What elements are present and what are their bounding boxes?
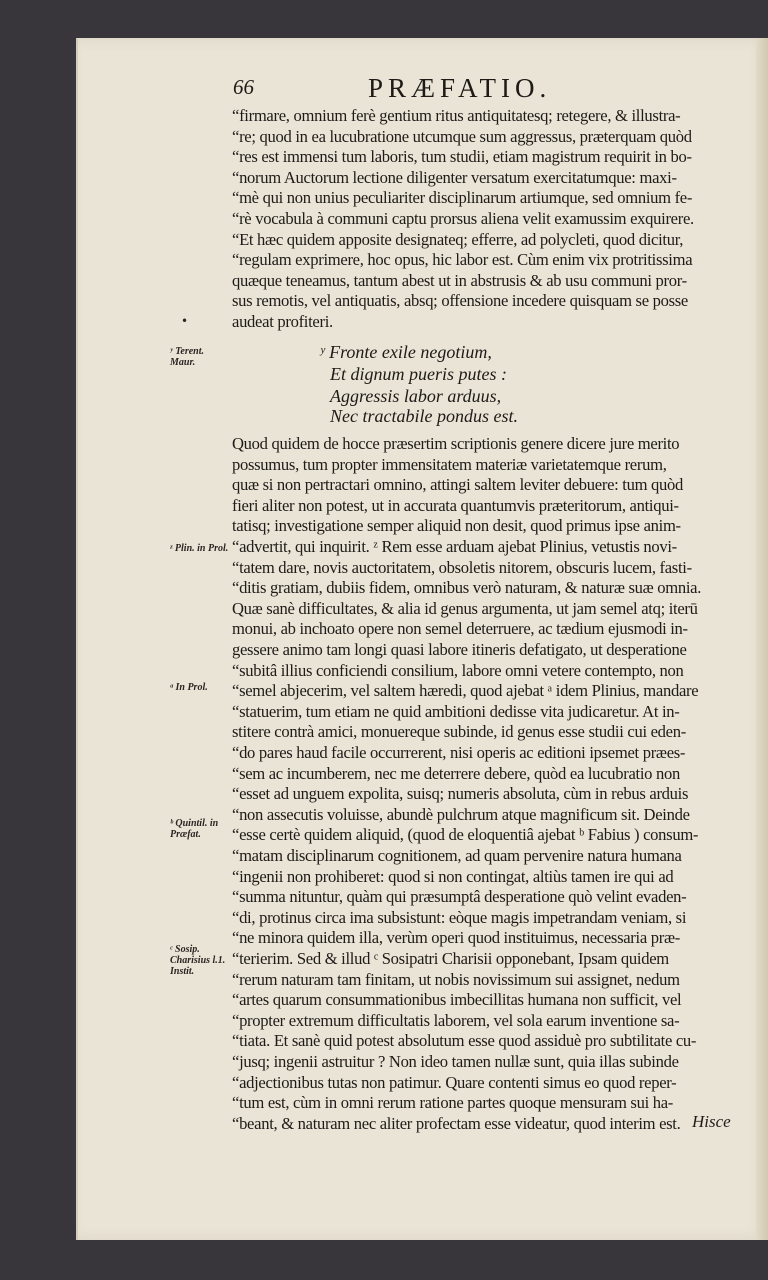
margin-note-plin: ᶻ Plin. in Prol. [170, 543, 229, 554]
text-line: “semel abjecerim, vel saltem hæredi, quod ajebat ᵃ idem Plinius, mandare [232, 681, 699, 701]
text-line: “adjectionibus tutas non patimur. Quare contenti simus eo quod reper- [232, 1072, 677, 1092]
text-line: “rerum naturam tam finitam, ut nobis novissimum sui assignet, nedum [232, 969, 680, 989]
text-line: “firmare, omnium ferè gentium ritus antiquitatesq; retegere, & illustra- [232, 106, 681, 125]
text-line: “tiata. Et sanè quid potest absolutum esse quod assiduè pro subtilitate cu- [232, 1031, 697, 1051]
text-line: “non assecutis voluisse, abundè pulchrum atque magnificum sit. Deinde [232, 804, 690, 824]
margin-note-quintil: ᵇ Quintil. in Præfat. [170, 818, 219, 840]
text-line: “advertit, qui inquirit. ᶻ Rem esse arduam ajebat Plinius, vetustis novi- [232, 537, 677, 556]
running-head: PRÆFATIO. [368, 73, 552, 103]
text-line: “terierim. Sed & illud ᶜ Sosipatri Charisii opponebant, Ipsam quidem [232, 949, 669, 968]
verse-line: Nec tractabile pondus est. [330, 406, 518, 426]
text-block-2 [232, 434, 734, 1134]
text-line: “artes quarum consummationibus imbecillitas humana non sufficit, vel [232, 990, 682, 1010]
text-line: possumus, tum propter immensitatem materiæ varietatemque rerum, [232, 454, 667, 474]
verse-line: ʸ Fronte exile negotium, [320, 342, 492, 362]
text-line: “do pares haud facile occurrerent, nisi operis ac editioni ipsemet præes- [232, 743, 686, 762]
text-line: “di, protinus circa ima subsistunt: eòque magis impetrandam veniam, si [232, 907, 687, 927]
text-line: “rè vocabula à communi captu prorsus aliena velit examussim exquirere. [232, 209, 694, 228]
text-line: stitere contrà amici, monuereque subinde, id genus esse studii cui eden- [232, 722, 686, 742]
text-line: “re; quod in ea lucubratione utcumque sum aggressus, præterquam quòd [232, 126, 692, 146]
text-line: “summa nituntur, quàm qui præsumptâ desperatione quò velint evaden- [232, 887, 687, 907]
text-line: “norum Auctorum lectione diligenter versatum exercitatumque: maxi- [232, 167, 677, 187]
text-block-1 [232, 106, 734, 336]
margin-note-sosip: ᶜ Sosip. Charisius l.1. Instit. [170, 944, 226, 977]
text-line: “tum est, cùm in omni rerum ratione partes quoque mensuram sui ha- [232, 1093, 674, 1113]
text-line: “statuerim, tum etiam ne quid ambitioni dedisse vita judicaretur. At in- [232, 701, 680, 721]
text-line: fieri aliter non potest, ut in accurata quantumvis præteritorum, antiqui- [232, 495, 679, 515]
text-line: “sem ac incumberem, nec me deterrere debere, quòd ea lucubratio non [232, 763, 680, 783]
verse-line: Aggressis labor arduus, [330, 386, 502, 406]
text-line: “esset ad unguem expolita, suisq; numeris absoluta, cùm in rebus arduis [232, 784, 689, 804]
page-gutter-shadow [756, 38, 768, 1240]
text-line: “subitâ illius conficiendi consilium, labore omni vetere contempto, non [232, 660, 684, 680]
page-number: 66 [233, 75, 254, 99]
text-line: “mè qui non unius peculiariter disciplinarum artiumque, sed omnium fe- [232, 188, 693, 208]
text-line: “regulam exprimere, hoc opus, hic labor est. Cùm enim vix protritissima [232, 250, 693, 270]
catchword: Hisce [692, 1112, 731, 1131]
margin-dot: • [181, 314, 189, 328]
text-line: gessere animo tam longi quasi labore itineris defatigato, ut desperatione [232, 640, 687, 659]
verse-line: Et dignum pueris putes : [330, 364, 507, 384]
margin-note-in-prol: ᵃ In Prol. [170, 682, 208, 693]
text-line: quæ si non pertractari omnino, attingi saltem leviter debuere: tum quòd [232, 475, 684, 495]
text-line: “ditis gratiam, dubiis fidem, omnibus verò naturam, & naturæ suæ omnia. [232, 578, 702, 598]
margin-note-terent: ʸ Terent. Maur. [170, 346, 205, 368]
text-line: “jusq; ingenii astruitur ? Non ideo tamen nullæ sunt, quia illas subinde [232, 1052, 679, 1071]
text-line: tatisq; investigatione semper aliquid non desit, quod primus ipse anim- [232, 516, 681, 536]
text-line: “tatem dare, novis auctoritatem, obsoletis nitorem, obscuris lucem, fasti- [232, 557, 692, 577]
text-line: “ingenii non prohiberet: quod si non contingat, altiùs tamen ire qui ad [232, 866, 674, 886]
text-line: audeat profiteri. [232, 312, 333, 331]
text-line: “esse certè quidem aliquid, (quod de eloquentiâ ajebat ᵇ Fabius ) consum- [232, 825, 699, 845]
text-line: “res est immensi tum laboris, tum studii, etiam magistrum requirit in bo- [232, 147, 692, 167]
text-line: “propter extremum difficultatis laborem, vel sola earum inventione sa- [232, 1010, 680, 1030]
text-line: sus remotis, vel antiquatis, absq; offensione incedere quisquam se posse [232, 291, 688, 311]
text-line: “Et hæc quidem apposite designateq; efferre, ad polycleti, quod dicitur, [232, 229, 684, 249]
text-line: Quod quidem de hocce præsertim scriptionis genere dicere jure merito [232, 434, 680, 453]
text-line: quæque teneamus, tantum abest ut in abstrusis & ab usu communi pror- [232, 270, 687, 290]
text-line: Quæ sanè difficultates, & alia id genus argumenta, ut jam semel atq; iterū [232, 598, 698, 618]
text-line: “beant, & naturam nec aliter profectam esse videatur, quod interim est. [232, 1113, 681, 1133]
text-line: monui, ab inchoato opere non semel deterruere, ac tædium ejusmodi in- [232, 619, 688, 639]
text-line: “ne minora quidem illa, verùm operi quod instituimus, necessaria præ- [232, 928, 680, 948]
text-line: “matam disciplinarum cognitionem, ad quam pervenire natura humana [232, 846, 682, 865]
